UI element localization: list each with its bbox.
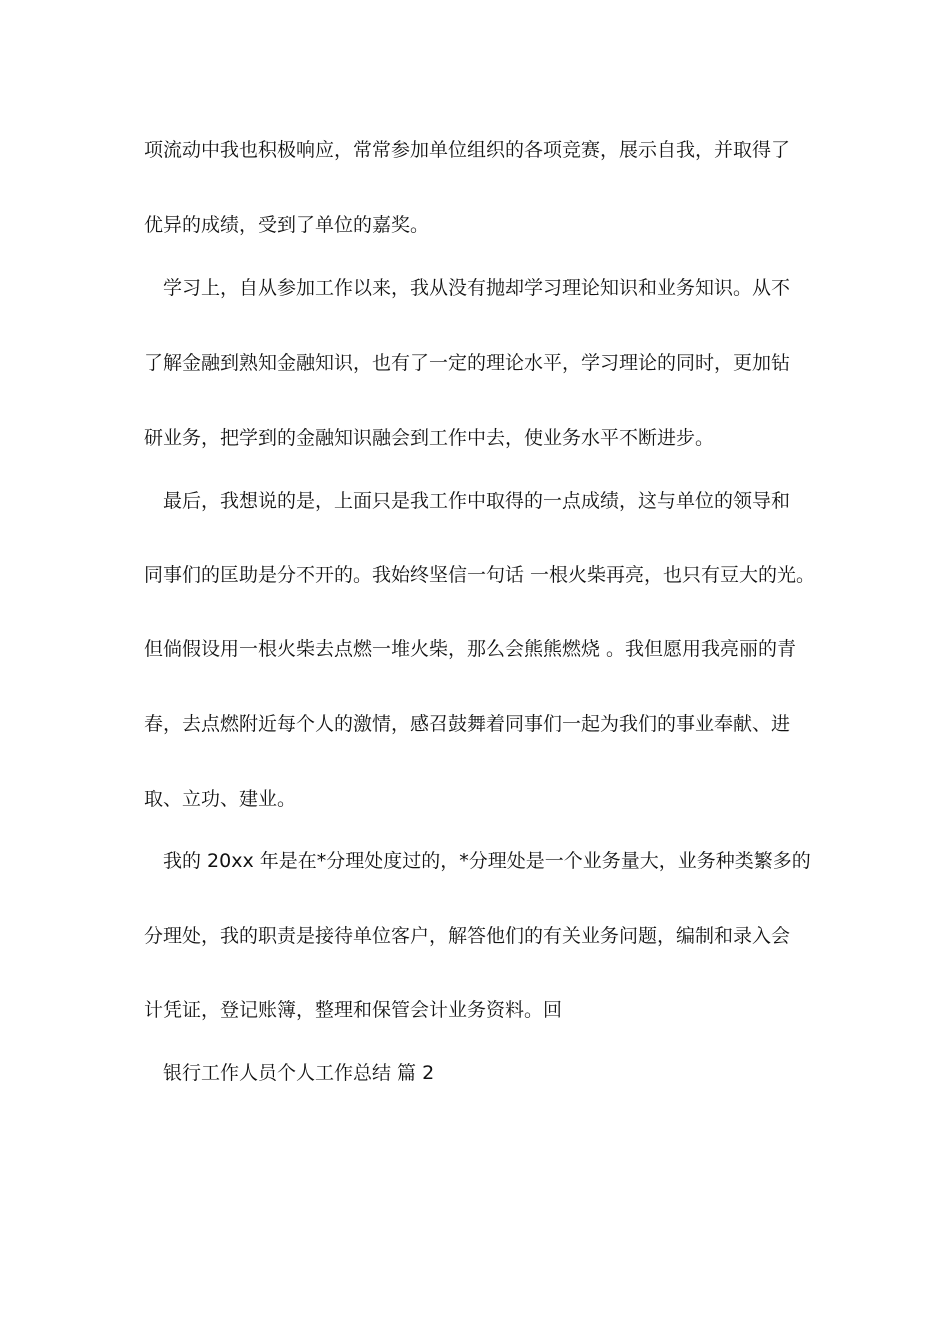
text-line: 春，去点燃附近每个人的激情，感召鼓舞着同事们一起为我们的事业奉献、进 [144, 713, 791, 735]
text-line: 分理处，我的职责是接待单位客户，解答他们的有关业务问题，编制和录入会 [144, 925, 791, 947]
text-line: 计凭证，登记账簿，整理和保管会计业务资料。回 [144, 999, 563, 1021]
paragraph-start-line: 最后，我想说的是，上面只是我工作中取得的一点成绩，这与单位的领导和 [163, 490, 791, 512]
text-line: 了解金融到熟知金融知识，也有了一定的理论水平，学习理论的同时，更加钻 [144, 352, 791, 374]
paragraph-start-line: 我的 20xx 年是在*分理处度过的，*分理处是一个业务量大，业务种类繁多的 [163, 850, 811, 872]
section-heading: 银行工作人员个人工作总结 篇 2 [163, 1062, 435, 1084]
text-line: 项流动中我也积极响应，常常参加单位组织的各项竞赛，展示自我，并取得了 [144, 139, 791, 161]
text-line: 优异的成绩，受到了单位的嘉奖。 [144, 214, 430, 236]
text-line: 但倘假设用一根火柴去点燃一堆火柴，那么会熊熊燃烧 。我但愿用我亮丽的青 [144, 638, 797, 660]
text-line: 同事们的匡助是分不开的。我始终坚信一句话 一根火柴再亮，也只有豆大的光。 [144, 564, 816, 586]
paragraph-start-line: 学习上，自从参加工作以来，我从没有抛却学习理论知识和业务知识。从不 [163, 277, 791, 299]
text-line: 取、立功、建业。 [144, 788, 297, 810]
text-line: 研业务，把学到的金融知识融会到工作中去，使业务水平不断进步。 [144, 427, 715, 449]
